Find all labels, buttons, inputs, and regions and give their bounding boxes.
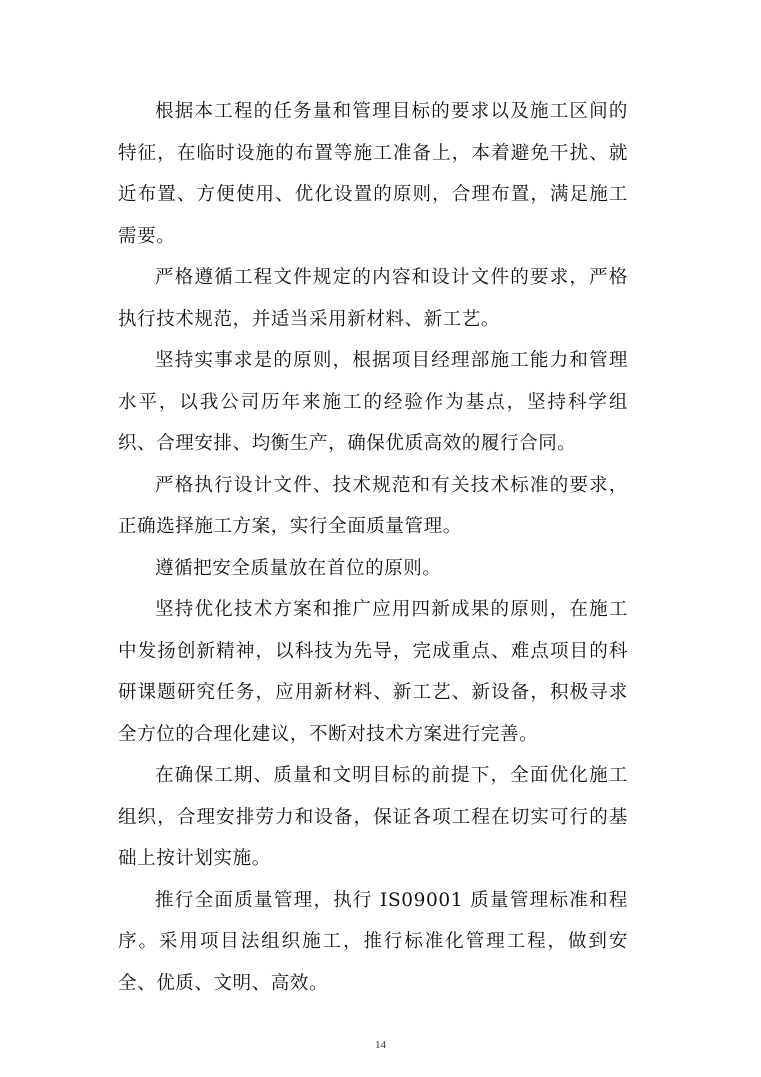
body-text [118, 91, 628, 1004]
paragraph: 推行全面质量管理，执行 IS09001 质量管理标准和程序。采用项目法组织施工，推行标准化管理工程，做到安全、优质、文明、高效。 [118, 889, 628, 994]
paragraph: 严格遵循工程文件规定的内容和设计文件的要求，严格执行技术规范，并适当采用新材料、新工艺。 [118, 267, 628, 330]
page-number: 14 [375, 1039, 386, 1051]
paragraph: 严格执行设计文件、技术规范和有关技术标准的要求，正确选择施工方案，实行全面质量管理。 [118, 474, 628, 537]
paragraph: 遵循把安全质量放在首位的原则。 [155, 557, 442, 579]
paragraph: 根据本工程的任务量和管理目标的要求以及施工区间的特征，在临时设施的布置等施工准备上，本着避免干扰、就近布置、方便使用、优化设置的原则，合理布置，满足施工需要。 [118, 101, 628, 247]
paragraph: 坚持实事求是的原则，根据项目经理部施工能力和管理水平，以我公司历年来施工的经验作为基点，坚持科学组织、合理安排、均衡生产，确保优质高效的履行合同。 [118, 350, 628, 454]
paragraph: 在确保工期、质量和文明目标的前提下，全面优化施工组织，合理安排劳力和设备，保证各项工程在切实可行的基础上按计划实施。 [118, 765, 628, 869]
paragraph: 坚持优化技术方案和推广应用四新成果的原则，在施工中发扬创新精神，以科技为先导，完成重点、难点项目的科研课题研究任务，应用新材料、新工艺、新设备，积极寻求全方位的合理化建议，不断对技术方案进行完善。 [118, 599, 628, 745]
